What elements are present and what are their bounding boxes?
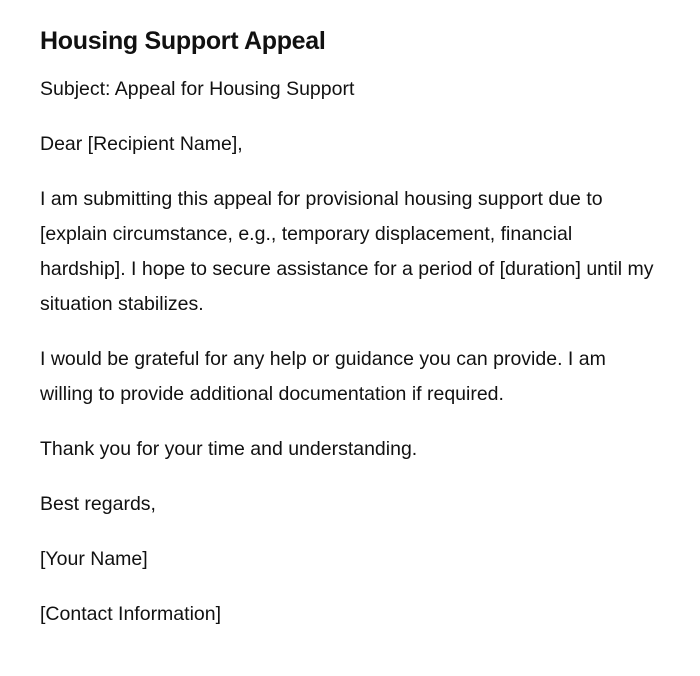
sender-name: [Your Name] <box>40 548 148 570</box>
body-paragraph: Thank you for your time and understanding. <box>40 438 418 460</box>
subject-line: Subject: Appeal for Housing Support <box>40 78 355 100</box>
page-title: Housing Support Appeal <box>40 27 326 55</box>
body-paragraph: I would be grateful for any help or guidance you can provide. I am willing to provide additional documentation if required. <box>40 348 606 405</box>
body-paragraph: I am submitting this appeal for provisional housing support due to [explain circumstance, e.g., temporary displacement, financial hardship]. I hope to secure assistance for a period of [duration] until my situation stabilizes. <box>40 188 654 315</box>
contact-info: [Contact Information] <box>40 603 222 625</box>
closing: Best regards, <box>40 493 156 515</box>
salutation: Dear [Recipient Name], <box>40 133 243 155</box>
